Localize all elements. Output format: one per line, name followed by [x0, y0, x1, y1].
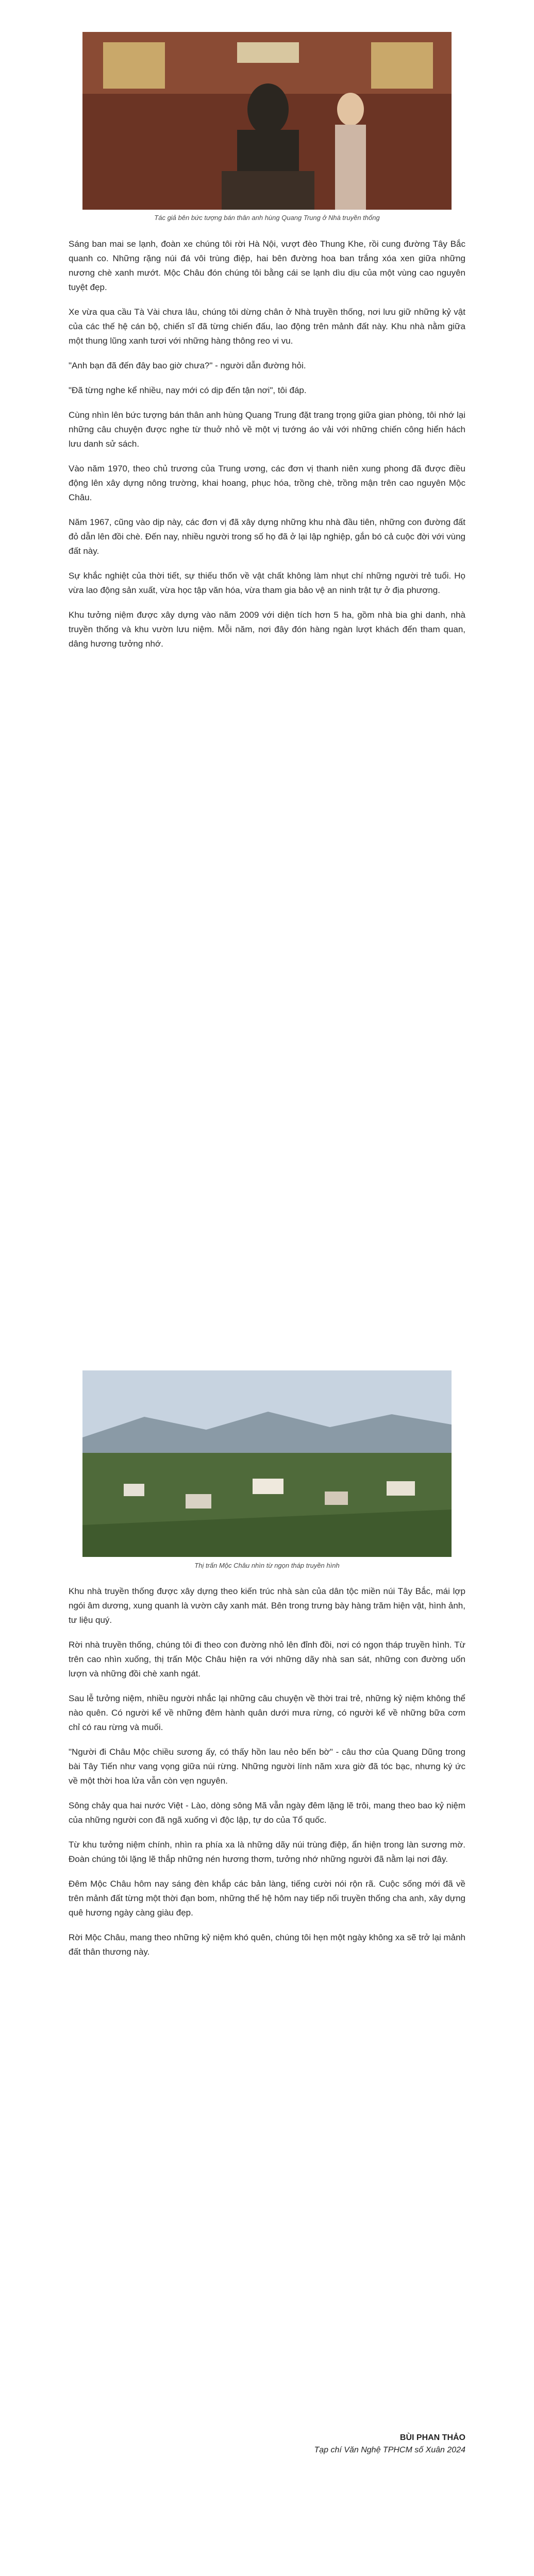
paragraph: Xe vừa qua cầu Tà Vài chưa lâu, chúng tôi dừng chân ở Nhà truyền thống, nơi lưu giữ những kỷ vật của các thế hệ cán bộ, chiến sĩ đã từng chiến đấu, lao động trên mảnh đất này. Khu nhà nằm giữa một thung lũng xanh tươi với những hàng thông reo vi vu.: [69, 307, 465, 346]
article-body-part-1: [69, 237, 465, 662]
paragraph: Sự khắc nghiệt của thời tiết, sự thiếu thốn về vật chất không làm nhụt chí những người trẻ tuổi. Họ vừa lao động sản xuất, vừa học tập văn hóa, vừa tham gia bảo vệ an ninh trật tự ở địa phương.: [69, 571, 465, 595]
author-name: BÙI PHAN THẢO: [399, 2433, 465, 2442]
figure-caption-1: Tác giả bên bức tượng bán thân anh hùng Quang Trung ở Nhà truyền thống: [154, 214, 380, 222]
paragraph: Khu nhà truyền thống được xây dựng theo kiến trúc nhà sàn của dân tộc miền núi Tây Bắc, mái lợp ngói âm dương, xung quanh là vườn cây xanh mát. Bên trong trưng bày hàng trăm hiện vật, hình ảnh, tư liệu quý.: [69, 1586, 465, 1625]
paragraph: "Đã từng nghe kể nhiều, nay mới có dịp đến tận nơi", tôi đáp.: [69, 385, 307, 395]
figure-caption-2: Thị trấn Mộc Châu nhìn từ ngọn tháp truyền hình: [194, 1562, 340, 1569]
paragraph: Sông chảy qua hai nước Việt - Lào, dòng sông Mã vẫn ngày đêm lặng lẽ trôi, mang theo bao kỷ niệm của những người con đã ngã xuống vì độc lập, tự do của Tổ quốc.: [69, 1801, 465, 1825]
paragraph: Năm 1967, cũng vào dịp này, các đơn vị đã xây dựng những khu nhà đầu tiên, những con đường đất đỏ dẫn lên đồi chè. Đến nay, nhiều người trong số họ đã ở lại lập nghiệp, gắn bó cả cuộc đời với vùng đất này.: [69, 517, 465, 556]
paragraph: Sáng ban mai se lạnh, đoàn xe chúng tôi rời Hà Nội, vượt đèo Thung Khe, rồi cung đường Tây Bắc quanh co. Những rặng núi đá vôi trùng điệp, hai bên đường hoa ban trắng xóa xen giữa những nương chè xanh mướt. Mộc Châu đón chúng tôi bằng cái se lạnh dìu dịu của một vùng cao nguyên tuyệt đẹp.: [69, 239, 465, 292]
photo-statue: [82, 32, 452, 210]
paragraph: Vào năm 1970, theo chủ trương của Trung ương, các đơn vị thanh niên xung phong đã được điều động lên xây dựng nông trường, khai hoang, phục hóa, trồng chè, trồng mận trên cao nguyên Mộc Châu.: [69, 464, 465, 502]
figure-moc-chau-view: [82, 1370, 452, 1557]
paragraph: "Người đi Châu Mộc chiều sương ấy, có thấy hồn lau nẻo bến bờ" - câu thơ của Quang Dũng trong bài Tây Tiến như vang vọng giữa núi rừng. Những người lính năm xưa giờ đã tóc bạc, nhưng ký ức về một thời hoa lửa vẫn còn vẹn nguyên.: [69, 1747, 465, 1786]
paragraph: Khu tưởng niệm được xây dựng vào năm 2009 với diện tích hơn 5 ha, gồm nhà bia ghi danh, nhà truyền thống và khu vườn lưu niệm. Mỗi năm, nơi đây đón hàng ngàn lượt khách đến tham quan, dâng hương tưởng nhớ.: [69, 610, 465, 649]
paragraph: Sau lễ tưởng niệm, nhiều người nhắc lại những câu chuyện về thời trai trẻ, những kỷ niệm không thể nào quên. Có người kể về những đêm hành quân dưới mưa rừng, có người kể về những bữa cơm chỉ có rau rừng và muối.: [69, 1693, 465, 1732]
paragraph: Đêm Mộc Châu hôm nay sáng đèn khắp các bản làng, tiếng cười nói rộn rã. Cuộc sống mới đã về trên mảnh đất từng một thời đạn bom, những thế hệ hôm nay tiếp nối truyền thống cha anh, xây dựng quê hương ngày càng giàu đẹp.: [69, 1879, 465, 1918]
paragraph: Từ khu tưởng niệm chính, nhìn ra phía xa là những dãy núi trùng điệp, ẩn hiện trong làn sương mờ. Đoàn chúng tôi lặng lẽ thắp những nén hương thơm, tưởng nhớ những người đã nằm lại nơi đây.: [69, 1840, 465, 1864]
paragraph: "Anh bạn đã đến đây bao giờ chưa?" - người dẫn đường hỏi.: [69, 361, 306, 370]
article-body-part-2: [69, 1584, 465, 1970]
article-source: Tạp chí Văn Nghệ TPHCM số Xuân 2024: [314, 2446, 465, 2454]
paragraph: Rời nhà truyền thống, chúng tôi đi theo con đường nhỏ lên đỉnh đồi, nơi có ngọn tháp truyền hình. Từ trên cao nhìn xuống, thị trấn Mộc Châu hiện ra với những dãy nhà san sát, những con đường uốn lượn và những đồi chè xanh ngát.: [69, 1640, 465, 1679]
paragraph: Cùng nhìn lên bức tượng bán thân anh hùng Quang Trung đặt trang trọng giữa gian phòng, tôi nhớ lại những câu chuyện được nghe từ thuở nhỏ về một vị tướng áo vải với những chiến công hiển hách lưu danh sử sách.: [69, 410, 465, 449]
paragraph: Rời Mộc Châu, mang theo những kỷ niệm khó quên, chúng tôi hẹn một ngày không xa sẽ trở lại mảnh đất thân thương này.: [69, 1933, 465, 1957]
photo-town: [82, 1370, 452, 1557]
figure-author-statue: [82, 32, 452, 210]
article-signature: [314, 2432, 466, 2456]
